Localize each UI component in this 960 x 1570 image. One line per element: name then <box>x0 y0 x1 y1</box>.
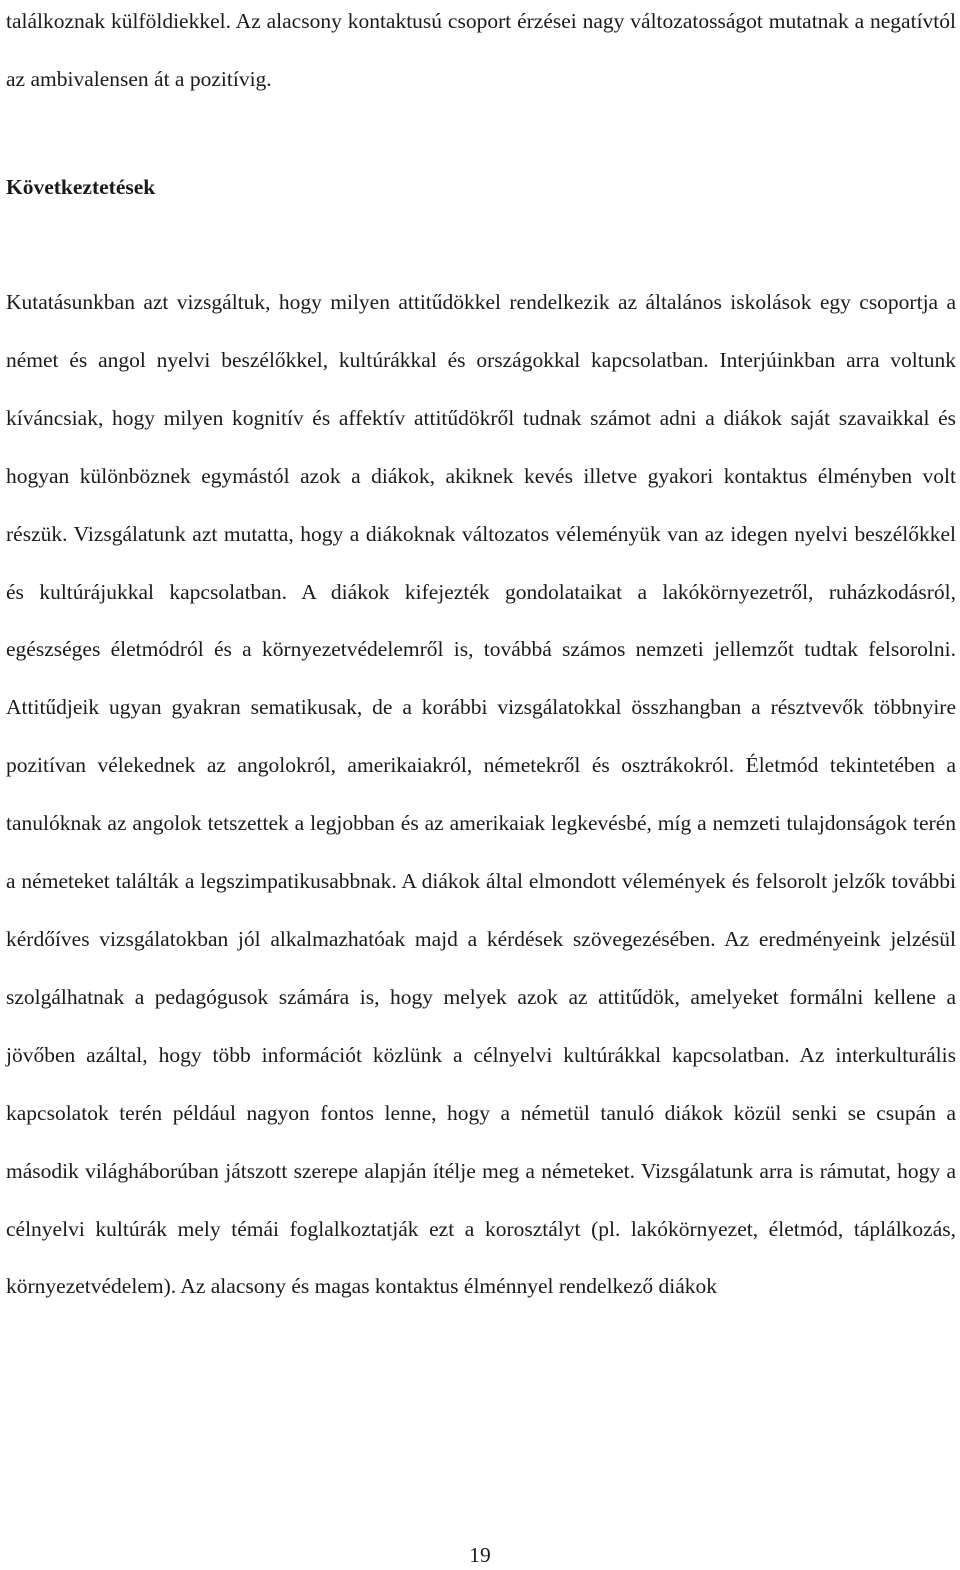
continuation-paragraph: találkoznak külföldiekkel. Az alacsony kontaktusú csoport érzései nagy változatosságot mutatnak a negatívtól az ambivalensen át a pozitívig. <box>6 9 956 91</box>
main-paragraph: Kutatásunkban azt vizsgáltuk, hogy milyen attitűdökkel rendelkezik az általános iskolások egy csoportja a német és angol nyelvi beszélőkkel, kultúrákkal és országokkal kapcsolatban. Interjúinkban arra voltunk kíváncsiak, hogy milyen kognitív és affektív attitűdökről tudnak számot adni a diákok saját szavaikkal és hogyan különböznek egymástól azok a diákok, akiknek kevés illetve gyakori kontaktus élményben volt részük. Vizsgálatunk azt mutatta, hogy a diákoknak változatos véleményük van az idegen nyelvi beszélőkkel és kultúrájukkal kapcsolatban. A diákok kifejezték gondolataikat a lakókörnyezetről, ruházkodásról, egészséges életmódról és a környezetvédelemről is, továbbá számos nemzeti jellemzőt tudtak felsorolni. Attitűdjeik ugyan gyakran sematikusak, de a korábbi vizsgálatokkal összhangban a résztvevők többnyire pozitívan vélekednek az angolokról, amerikaiakról, németekről és osztrákokról. Életmód tekintetében a tanulóknak az angolok tetszettek a legjobban és az amerikaiak legkevésbé, míg a nemzeti tulajdonságok terén a németeket találták a legszimpatikusabbnak. A diákok által elmondott vélemények és felsorolt jelzők további kérdőíves vizsgálatokban jól alkalmazhatóak majd a kérdések szövegezésében. Az eredményeink jelzésül szolgálhatnak a pedagógusok számára is, hogy melyek azok az attitűdök, amelyeket formálni kellene a jövőben azáltal, hogy több információt közlünk a célnyelvi kultúrákkal kapcsolatban. Az interkulturális kapcsolatok terén például nagyon fontos lenne, hogy a németül tanuló diákok közül senki se csupán a második világháborúban játszott szerepe alapján ítélje meg a németeket. Vizsgálatunk arra is rámutat, hogy a célnyelvi kultúrák mely témái foglalkoztatják ezt a korosztályt (pl. lakókörnyezet, életmód, táplálkozás, környezetvédelem). Az alacsony és magas kontaktus élménnyel rendelkező diákok <box>6 290 956 1299</box>
page-number: 19 <box>469 1543 491 1567</box>
section-heading: Következtetések <box>6 175 156 199</box>
